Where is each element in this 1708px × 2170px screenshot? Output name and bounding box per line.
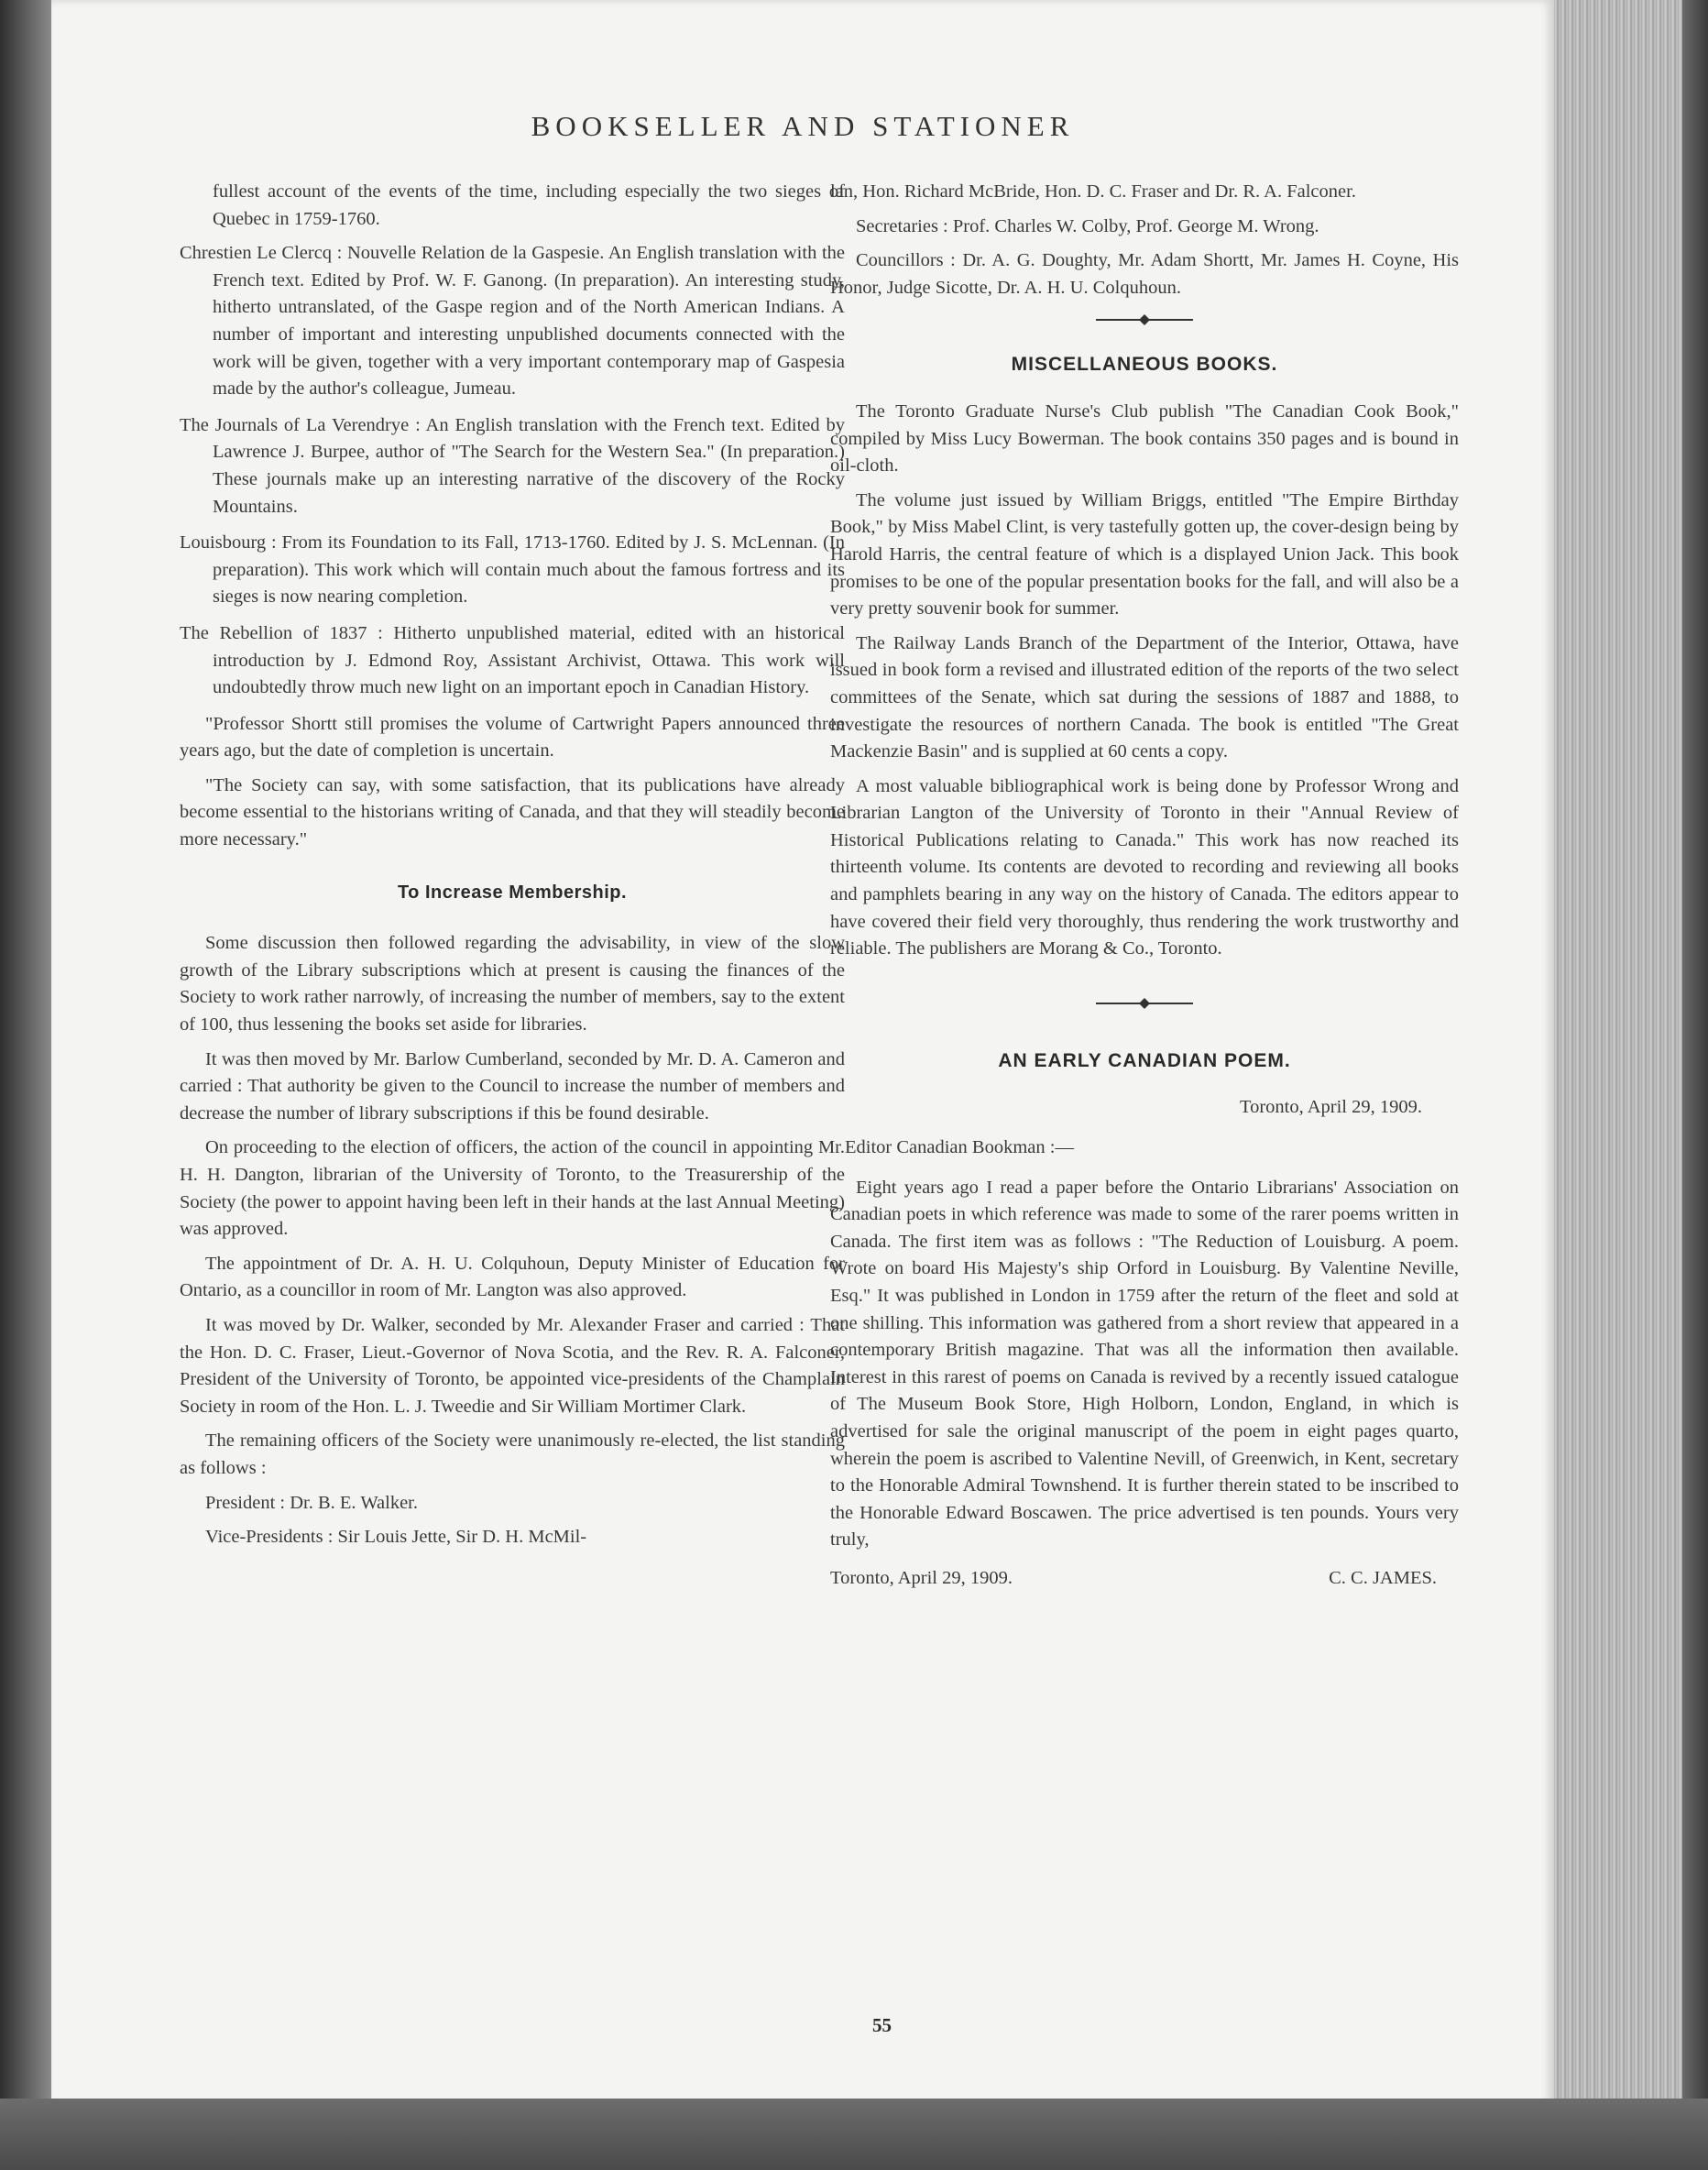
- signoff-author: C. C. JAMES.: [1329, 1567, 1437, 1588]
- officer-councillors: Councillors : Dr. A. G. Doughty, Mr. Adam Shortt, Mr. James H. Coyne, His Honor, Judge Sicotte, Dr. A. H. U. Colquhoun.: [830, 250, 1459, 298]
- letter-signoff: [830, 1565, 1459, 1593]
- officer-vice-presidents: Vice-Presidents : Sir Louis Jette, Sir D. H. McMil-: [205, 1527, 587, 1548]
- entry-la-verendrye: The Journals of La Verendrye : An English translation with the French text. Edited by Lawrence J. Burpee, author of "The Search for the Western Sea." (In preparation.) These journals make up an interesting narrative of the discovery of the Rocky Mountains.: [180, 414, 845, 517]
- letter-dateline: Toronto, April 29, 1909.: [1239, 1097, 1422, 1118]
- paragraph-intro: fullest account of the events of the time, including especially the two sieges of Quebec in 1759-1760.: [213, 181, 845, 229]
- facing-page-edge: [0, 0, 53, 2170]
- entry-louisbourg: Louisbourg : From its Foundation to its Fall, 1713-1760. Edited by J. S. McLennan. (In preparation). This work which will contain much about the famous fortress and its sieges is now nearing completion.: [180, 532, 845, 608]
- paragraph-vice-continued: lan, Hon. Richard McBride, Hon. D. C. Fraser and Dr. R. A. Falconer.: [830, 181, 1356, 202]
- paragraph-motion-walker: It was moved by Dr. Walker, seconded by Mr. Alexander Fraser and carried : That the Hon. D. C. Fraser, Lieut.-Governor of Nova Scotia, and the Rev. R. A. Falconer, President of the University of Toronto, be appointed vice-presidents of the Champlain Society in room of the Hon. L. J. Tweedie and Sir William Mortimer Clark.: [180, 1314, 845, 1417]
- paragraph-bibliographical: A most valuable bibliographical work is being done by Professor Wrong and Librarian Langton of the University of Toronto in their "Annual Review of Historical Publications relating to Canada." This work has now reached its thirteenth volume. Its contents are devoted to recording and reviewing all books and pamphlets bearing in any way on the history of Canada. The editors appear to have covered their field very thoroughly, thus rendering the work trustworthy and reliable. The publishers are Morang & Co., Toronto.: [830, 775, 1459, 959]
- officer-secretaries: Secretaries : Prof. Charles W. Colby, Prof. George M. Wrong.: [856, 215, 1319, 236]
- book-page-edges: [1554, 0, 1708, 2170]
- signoff-place-date: Toronto, April 29, 1909.: [830, 1567, 1013, 1588]
- section-divider-ornament: [1094, 996, 1195, 1011]
- heading-miscellaneous-books: MISCELLANEOUS BOOKS.: [1011, 354, 1278, 376]
- paragraph-remaining-officers: The remaining officers of the Society were unanimously re-elected, the list standing as follows :: [180, 1430, 845, 1478]
- entry-le-clercq: Chrestien Le Clercq : Nouvelle Relation de la Gaspesie. An English translation with the French text. Edited by Prof. W. F. Ganong. (In preparation). An interesting study, hitherto untranslated, of the Gaspe region and of the North American Indians. A number of important and interesting unpublished documents connected with the work will be given, together with a very important contemporary map of Gaspesia made by the author's colleague, Jumeau.: [180, 243, 845, 400]
- letter-salutation: Editor Canadian Bookman :—: [845, 1137, 1074, 1158]
- heading-early-canadian-poem: AN EARLY CANADIAN POEM.: [998, 1049, 1291, 1071]
- entry-rebellion-1837: The Rebellion of 1837 : Hitherto unpublished material, edited with an historical introduction by J. Edmond Roy, Assistant Archivist, Ottawa. This work will undoubtedly throw much new light on an important epoch in Canadian History.: [180, 622, 845, 698]
- paragraph-colquhoun: The appointment of Dr. A. H. U. Colquhoun, Deputy Minister of Education for Ontario, as a councillor in room of Mr. Langton was also approved.: [180, 1253, 845, 1301]
- paragraph-cook-book: The Toronto Graduate Nurse's Club publish "The Canadian Cook Book," compiled by Miss Lucy Bowerman. The book contains 350 pages and is bound in oil-cloth.: [830, 400, 1459, 477]
- left-column: [180, 179, 845, 1559]
- section-divider-ornament: [1094, 312, 1195, 327]
- paragraph-railway-lands: The Railway Lands Branch of the Department of the Interior, Ottawa, have issued in book form a revised and illustrated edition of the reports of the two select committees of the Senate, which sat during the sessions of 1887 and 1888, to investigate the resources of northern Canada. The book is entitled "The Great Mackenzie Basin" and is supplied at 60 cents a copy.: [830, 632, 1459, 762]
- paragraph-society: "The Society can say, with some satisfaction, that its publications have already become essential to the historians writing of Canada, and that they will steadily become more necessary.": [180, 774, 845, 850]
- book-cover-edge: [1682, 0, 1708, 2170]
- running-head: BOOKSELLER AND STATIONER: [531, 110, 1075, 142]
- page-number: 55: [872, 2014, 892, 2036]
- paragraph-motion-cumberland: It was then moved by Mr. Barlow Cumberland, seconded by Mr. D. A. Cameron and carried : That authority be given to the Council to increase the number of members and decrease the number of library subscriptions if this be found desirable.: [180, 1048, 845, 1123]
- book-bottom-shadow: [0, 2099, 1708, 2170]
- officer-president: President : Dr. B. E. Walker.: [205, 1492, 418, 1513]
- paragraph-birthday-book: The volume just issued by William Briggs, entitled "The Empire Birthday Book," by Miss Mabel Clint, is very tastefully gotten up, the cover-design being by Harold Harris, the central feature of which is a displayed Union Jack. This book promises to be one of the popular presentation books for the fall, and will also be a very pretty souvenir book for summer.: [830, 489, 1459, 619]
- page-sheet: [51, 0, 1554, 2170]
- heading-to-increase-membership: To Increase Membership.: [397, 882, 628, 903]
- right-column: [830, 179, 1459, 1600]
- paragraph-election-officers: On proceeding to the election of officers, the action of the council in appointing Mr. H. H. Dangton, librarian of the University of Toronto, to the Treasurership of the Society (the power to appoint having been left in their hands at the last Annual Meeting) was approved.: [180, 1137, 845, 1240]
- paragraph-discussion: Some discussion then followed regarding the advisability, in view of the slow growth of the Library subscriptions which at present is causing the finances of the Society to work rather narrowly, of increasing the number of members, say to the extent of 100, thus lessening the books set aside for libraries.: [180, 933, 845, 1036]
- paragraph-shortt: "Professor Shortt still promises the volume of Cartwright Papers announced three years ago, but the date of completion is uncertain.: [180, 713, 845, 762]
- letter-body: Eight years ago I read a paper before the Ontario Librarians' Association on Canadian poets in which reference was made to some of the rarer poems written in Canada. The first item was as follows : "The Reduction of Louisburg. A poem. Wrote on board His Majesty's ship Orford in Louisburg. By Valentine Neville, Esq." It was published in London in 1759 after the return of the fleet and sold at one shilling. This information was gathered from a short review that appeared in a contemporary British magazine. That was all the information then available. Interest in this rarest of poems on Canada is revived by a recently issued catalogue of The Museum Book Store, High Holborn, London, England, in which is advertised for sale the original manuscript of the poem in eight pages quarto, wherein the poem is ascribed to Valentine Nevill, of Greenwich, in Kent, secretary to the Honorable Admiral Townshend. It is further therein stated to be inscribed to the Honorable Edward Boscawen. The price advertised is ten pounds. Yours very truly,: [830, 1177, 1459, 1551]
